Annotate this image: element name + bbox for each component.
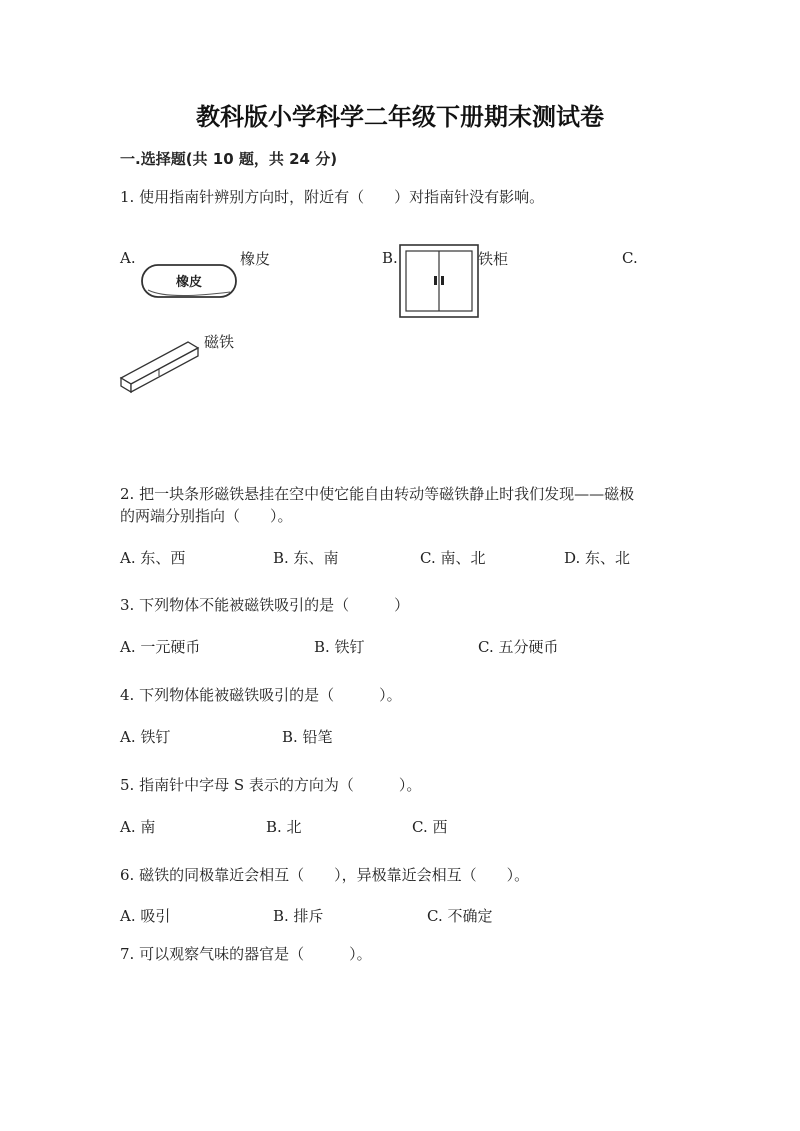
eraser-label: 橡皮: [175, 275, 203, 290]
question-1: 1. 使用指南针辨别方向时，附近有（ ）对指南针没有影响。: [120, 188, 545, 206]
question-2-line-1: 2. 把一块条形磁铁悬挂在空中使它能自由转动等磁铁静止时我们发现——磁极: [120, 485, 635, 503]
section-heading: 一.选择题(共 10 题，共 24 分): [120, 150, 338, 168]
q3-option-a[interactable]: A. 一元硬币: [120, 638, 201, 656]
q5-option-a[interactable]: A. 南: [120, 818, 156, 836]
question-3: 3. 下列物体不能被磁铁吸引的是（ ）: [120, 596, 410, 614]
question-6: 6. 磁铁的同极靠近会相互（ ），异极靠近会相互（ ）。: [120, 866, 530, 884]
q5-option-c[interactable]: C. 西: [412, 818, 448, 836]
q1-option-c-label: 磁铁: [204, 333, 235, 351]
iron-cabinet-image[interactable]: [398, 243, 480, 319]
question-2-line-2: 的两端分别指向（ ）。: [120, 507, 293, 525]
q1-option-b-label: 铁柜: [478, 250, 509, 268]
page-title: 教科版小学科学二年级下册期末测试卷: [196, 103, 604, 131]
q2-option-a[interactable]: A. 东、西: [120, 549, 186, 567]
q1-option-a-label: 橡皮: [240, 250, 271, 268]
question-4: 4. 下列物体能被磁铁吸引的是（ ）。: [120, 686, 402, 704]
question-5: 5. 指南针中字母 S 表示的方向为（ ）。: [120, 776, 422, 794]
q1-option-a-letter[interactable]: A.: [120, 249, 136, 267]
q6-option-c[interactable]: C. 不确定: [427, 907, 493, 925]
bar-magnet-image[interactable]: [118, 336, 202, 394]
question-7: 7. 可以观察气味的器官是（ ）。: [120, 945, 372, 963]
q1-option-b-letter[interactable]: B.: [382, 249, 398, 267]
q6-option-b[interactable]: B. 排斥: [273, 907, 324, 925]
q4-option-a[interactable]: A. 铁钉: [120, 728, 171, 746]
q6-option-a[interactable]: A. 吸引: [120, 907, 171, 925]
q2-option-c[interactable]: C. 南、北: [420, 549, 486, 567]
q4-option-b[interactable]: B. 铅笔: [282, 728, 333, 746]
q3-option-c[interactable]: C. 五分硬币: [478, 638, 559, 656]
eraser-image[interactable]: [138, 262, 242, 302]
q3-option-b[interactable]: B. 铁钉: [314, 638, 365, 656]
q1-option-c-letter[interactable]: C.: [622, 249, 638, 267]
q5-option-b[interactable]: B. 北: [266, 818, 302, 836]
q2-option-d[interactable]: D. 东、北: [564, 549, 631, 567]
q2-option-b[interactable]: B. 东、南: [273, 549, 339, 567]
